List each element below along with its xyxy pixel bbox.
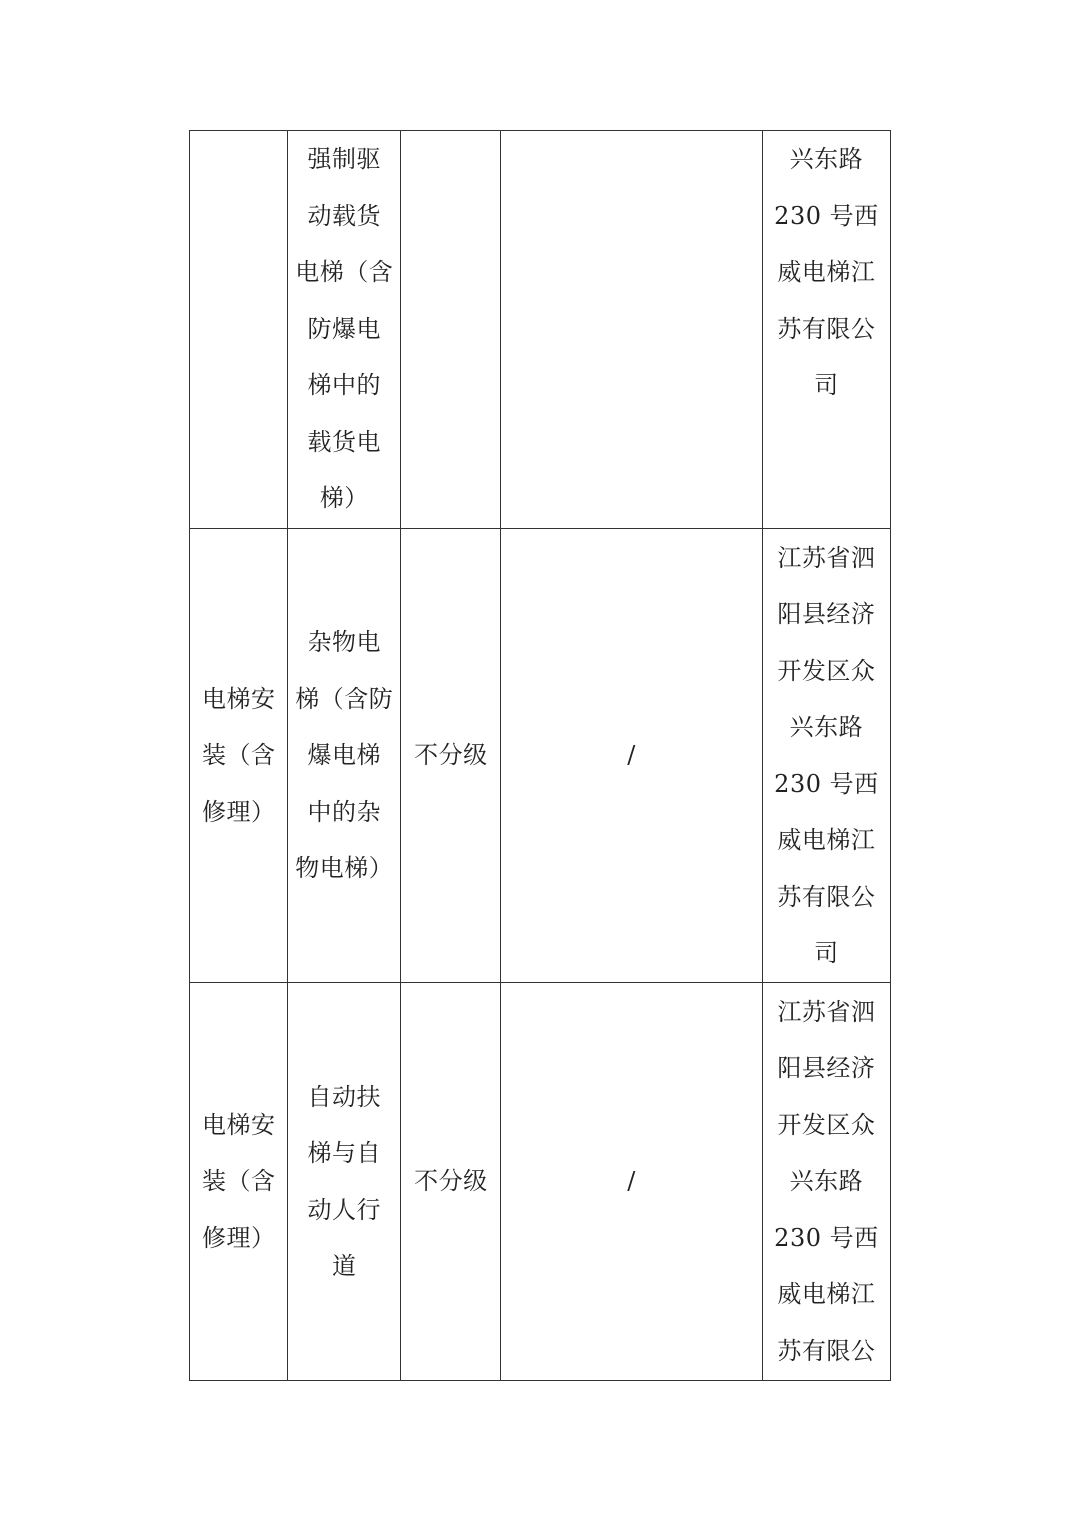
remark-cell: / bbox=[501, 529, 762, 983]
category-cell: 电梯安 装（含 修理） bbox=[190, 529, 288, 983]
category-cell bbox=[190, 131, 288, 529]
level-cell: 不分级 bbox=[401, 529, 501, 983]
address-cell: 江苏省泗 阳县经济 开发区众 兴东路 230 号西 威电梯江 苏有限公 司 bbox=[762, 529, 890, 983]
remark-cell bbox=[501, 131, 762, 529]
category-cell: 电梯安 装（含 修理） bbox=[190, 983, 288, 1381]
table-row bbox=[190, 131, 891, 529]
table-row bbox=[190, 529, 891, 983]
variety-cell: 自动扶 梯与自 动人行 道 bbox=[288, 983, 401, 1381]
license-table bbox=[189, 130, 891, 1381]
level-cell bbox=[401, 131, 501, 529]
remark-cell: / bbox=[501, 983, 762, 1381]
variety-cell: 强制驱 动载货 电梯（含 防爆电 梯中的 载货电 梯） bbox=[288, 131, 401, 529]
address-cell: 兴东路 230 号西 威电梯江 苏有限公 司 bbox=[762, 131, 890, 529]
variety-cell: 杂物电 梯（含防 爆电梯 中的杂 物电梯） bbox=[288, 529, 401, 983]
address-cell: 江苏省泗 阳县经济 开发区众 兴东路 230 号西 威电梯江 苏有限公 bbox=[762, 983, 890, 1381]
table-row bbox=[190, 983, 891, 1381]
level-cell: 不分级 bbox=[401, 983, 501, 1381]
